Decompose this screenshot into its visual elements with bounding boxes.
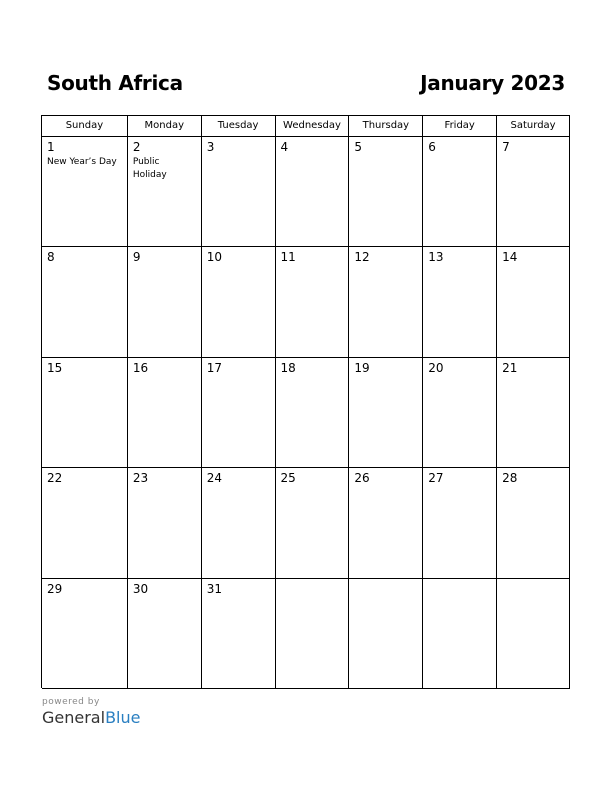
day-number: 10 bbox=[206, 250, 222, 265]
country-title: South Africa bbox=[47, 71, 183, 95]
day-cell[interactable] bbox=[497, 247, 570, 357]
day-cell[interactable] bbox=[349, 247, 423, 357]
day-cell[interactable] bbox=[349, 137, 423, 247]
day-cell[interactable] bbox=[42, 358, 128, 468]
day-number: 26 bbox=[354, 471, 370, 486]
weekday-header: Friday bbox=[423, 116, 497, 137]
holiday-label: Public Holiday bbox=[132, 157, 167, 180]
day-number: 28 bbox=[502, 471, 518, 486]
day-number: 15 bbox=[47, 360, 63, 375]
calendar-grid bbox=[41, 115, 570, 688]
day-cell[interactable] bbox=[423, 247, 497, 357]
weekday-header-row bbox=[42, 116, 570, 137]
day-number: 23 bbox=[132, 471, 149, 486]
day-cell[interactable] bbox=[42, 247, 128, 357]
weekday-header: Sunday bbox=[42, 116, 128, 137]
day-cell[interactable] bbox=[202, 137, 276, 247]
day-number: 19 bbox=[354, 360, 370, 375]
powered-by-text: powered by bbox=[42, 697, 100, 707]
day-number: 18 bbox=[280, 360, 296, 375]
day-cell[interactable] bbox=[423, 579, 497, 689]
day-cell[interactable] bbox=[202, 247, 276, 357]
weekday-header: Thursday bbox=[349, 116, 423, 137]
brand-logo[interactable] bbox=[42, 708, 140, 728]
day-cell[interactable] bbox=[202, 358, 276, 468]
day-number: 9 bbox=[132, 250, 141, 265]
week-row bbox=[42, 468, 570, 578]
day-cell[interactable] bbox=[497, 468, 570, 578]
day-cell[interactable] bbox=[42, 468, 128, 578]
day-number: 13 bbox=[428, 250, 444, 265]
day-number: 1 bbox=[47, 140, 55, 154]
day-number: 4 bbox=[280, 140, 289, 154]
day-number: 5 bbox=[354, 140, 363, 154]
weekday-header: Tuesday bbox=[202, 116, 276, 137]
day-number: 16 bbox=[132, 360, 149, 375]
day-number: 29 bbox=[47, 581, 63, 596]
day-cell[interactable] bbox=[349, 468, 423, 578]
day-number: 31 bbox=[206, 581, 222, 596]
day-number: 11 bbox=[280, 250, 296, 265]
day-cell[interactable] bbox=[423, 468, 497, 578]
day-number: 12 bbox=[354, 250, 370, 265]
day-number: 14 bbox=[502, 250, 518, 265]
day-cell[interactable] bbox=[349, 579, 423, 689]
day-number: 8 bbox=[47, 250, 55, 265]
day-number: 20 bbox=[428, 360, 444, 375]
day-cell[interactable] bbox=[497, 137, 570, 247]
day-cell[interactable] bbox=[423, 358, 497, 468]
day-cell[interactable] bbox=[276, 358, 350, 468]
week-row bbox=[42, 358, 570, 468]
day-cell[interactable] bbox=[276, 247, 350, 357]
week-row bbox=[42, 247, 570, 357]
day-number: 30 bbox=[132, 581, 149, 596]
day-cell[interactable] bbox=[202, 579, 276, 689]
day-cell[interactable] bbox=[276, 468, 350, 578]
day-number: 24 bbox=[206, 471, 222, 486]
weekday-header: Saturday bbox=[497, 116, 570, 137]
day-cell[interactable] bbox=[276, 579, 350, 689]
day-cell[interactable] bbox=[423, 137, 497, 247]
holiday-label: New Year’s Day bbox=[47, 157, 117, 167]
day-cell[interactable] bbox=[128, 358, 202, 468]
day-cell[interactable] bbox=[349, 358, 423, 468]
brand-name-part2: Blue bbox=[105, 708, 141, 727]
day-number: 25 bbox=[280, 471, 296, 486]
day-number: 21 bbox=[502, 360, 518, 375]
day-cell[interactable] bbox=[42, 137, 128, 247]
day-number: 22 bbox=[47, 471, 63, 486]
day-number: 17 bbox=[206, 360, 222, 375]
weekday-header: Wednesday bbox=[276, 116, 350, 137]
day-cell[interactable] bbox=[276, 137, 350, 247]
weekday-header: Monday bbox=[128, 116, 202, 137]
day-cell[interactable] bbox=[128, 468, 202, 578]
day-number: 2 bbox=[132, 140, 141, 154]
brand-name-part1: General bbox=[42, 708, 106, 727]
day-number: 27 bbox=[428, 471, 444, 486]
day-cell[interactable] bbox=[128, 247, 202, 357]
day-cell[interactable] bbox=[42, 579, 128, 689]
day-cell[interactable] bbox=[128, 579, 202, 689]
day-number: 6 bbox=[428, 140, 436, 154]
day-cell[interactable] bbox=[497, 358, 570, 468]
footer-branding bbox=[42, 697, 140, 728]
day-cell[interactable] bbox=[128, 137, 202, 247]
week-row bbox=[42, 137, 570, 247]
day-number: 7 bbox=[502, 140, 510, 154]
day-cell[interactable] bbox=[202, 468, 276, 578]
day-cell[interactable] bbox=[497, 579, 570, 689]
day-number: 3 bbox=[206, 140, 215, 154]
month-title: January 2023 bbox=[420, 71, 565, 95]
week-row bbox=[42, 579, 570, 689]
